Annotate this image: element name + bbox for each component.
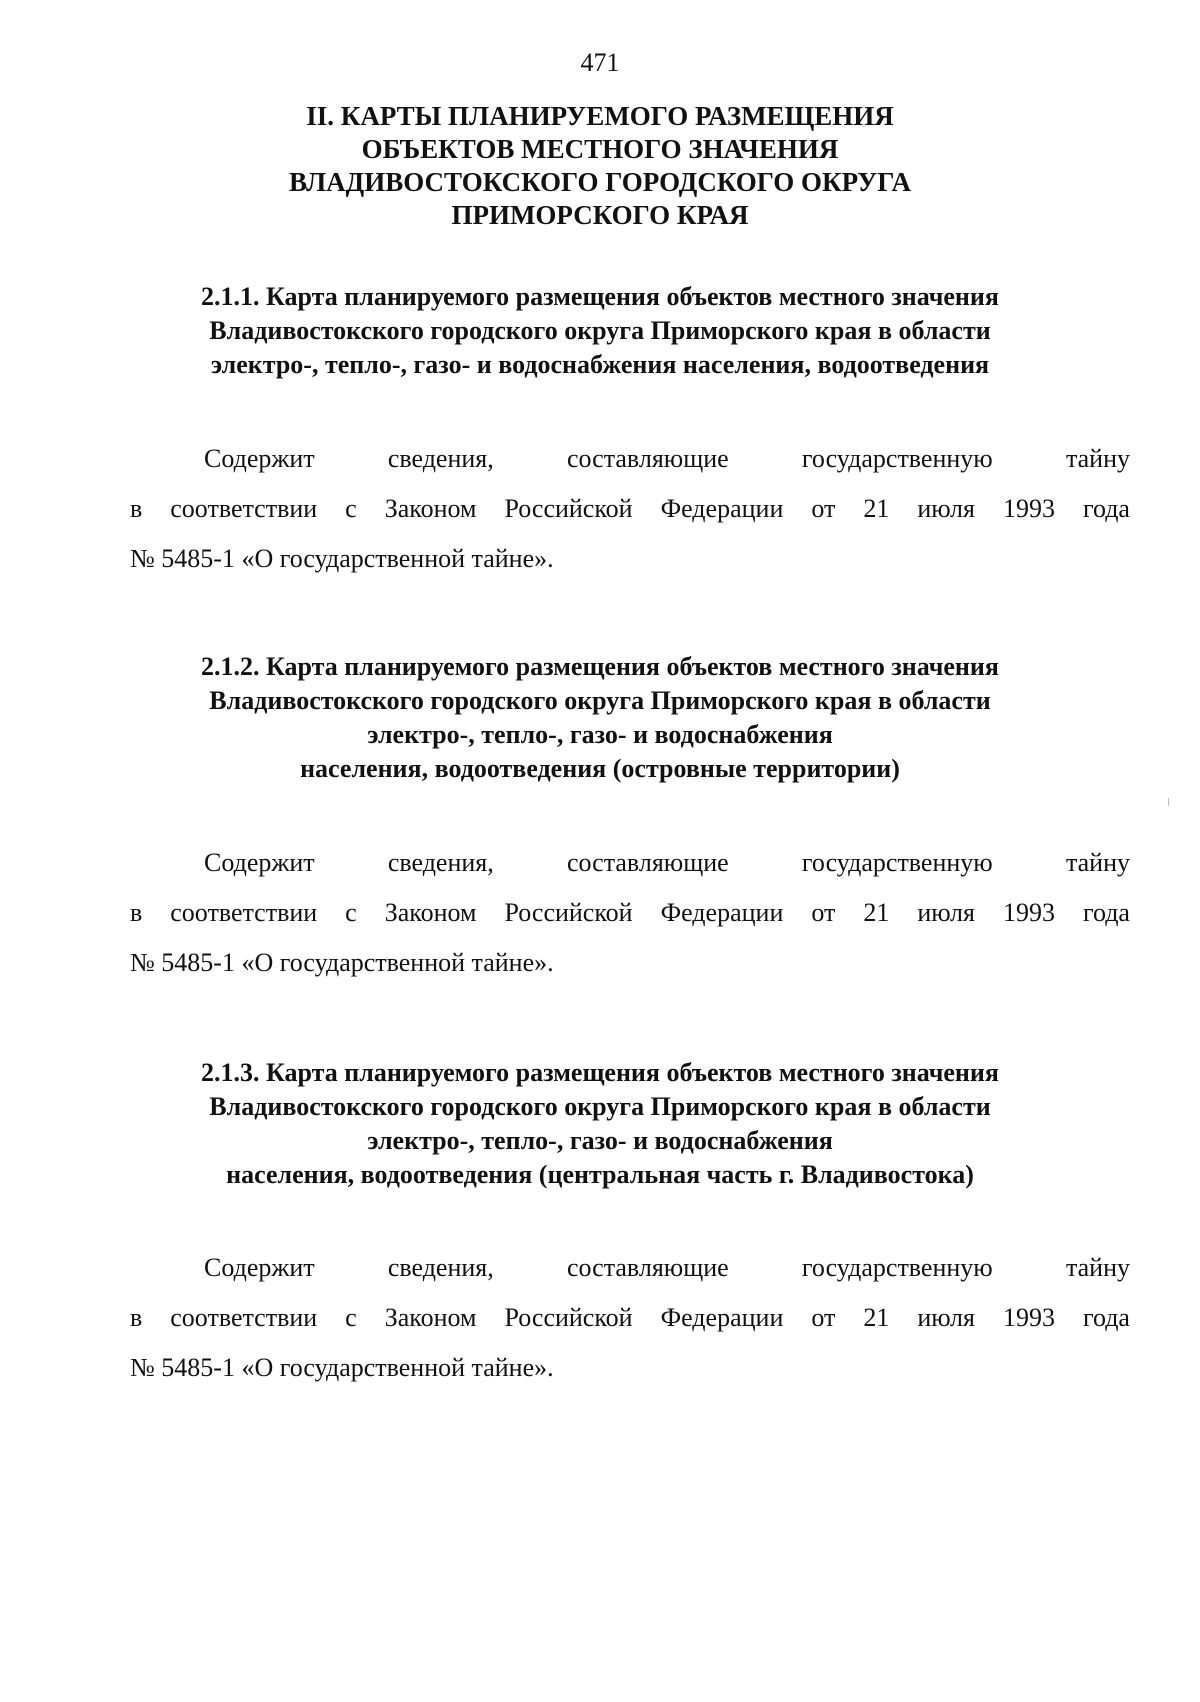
section-heading-line: Владивостокского городского округа Приморского края в области bbox=[209, 686, 991, 715]
body-line-1 bbox=[130, 838, 1130, 888]
scan-margin-mark bbox=[1168, 798, 1169, 806]
body-word: Содержит bbox=[204, 444, 315, 473]
body-line-2 bbox=[130, 888, 1130, 938]
body-word: в bbox=[130, 494, 143, 523]
section-heading-line: электро-, тепло-, газо- и водоснабжения bbox=[367, 1126, 833, 1155]
body-word: в bbox=[130, 898, 143, 927]
body-word: с bbox=[345, 898, 357, 927]
body-word: июля bbox=[917, 898, 975, 927]
section-heading-line: 2.1.1. Карта планируемого размещения объектов местного значения bbox=[201, 282, 999, 311]
body-word: Законом bbox=[384, 494, 477, 523]
body-word: июля bbox=[917, 1303, 975, 1332]
body-word: сведения, bbox=[387, 1253, 494, 1282]
body-word: от bbox=[811, 494, 836, 523]
body-word: составляющие bbox=[566, 848, 729, 877]
body-word: составляющие bbox=[566, 444, 729, 473]
page-number: 471 bbox=[580, 48, 620, 77]
main-title-line: ОБЪЕКТОВ МЕСТНОГО ЗНАЧЕНИЯ bbox=[361, 134, 839, 164]
body-word: государственную bbox=[801, 848, 993, 877]
body-word: сведения, bbox=[387, 444, 494, 473]
section-body-2-1-3 bbox=[130, 1243, 1130, 1393]
body-line-3: № 5485-1 «О государственной тайне». bbox=[130, 948, 554, 977]
body-word: в bbox=[130, 1303, 143, 1332]
body-word: 21 bbox=[863, 1303, 890, 1332]
body-word: Российской bbox=[504, 494, 633, 523]
body-word: июля bbox=[917, 494, 975, 523]
main-title-line: II. КАРТЫ ПЛАНИРУЕМОГО РАЗМЕЩЕНИЯ bbox=[306, 101, 894, 131]
body-word: с bbox=[345, 1303, 357, 1332]
section-heading-line: электро-, тепло-, газо- и водоснабжения населения, водоотведения bbox=[210, 350, 990, 379]
section-heading-line: населения, водоотведения (центральная часть г. Владивостока) bbox=[226, 1160, 974, 1189]
body-line-2 bbox=[130, 1293, 1130, 1343]
section-heading-line: Владивостокского городского округа Приморского края в области bbox=[209, 316, 991, 345]
main-title-line: ВЛАДИВОСТОКСКОГО ГОРОДСКОГО ОКРУГА bbox=[289, 167, 911, 197]
main-title-line: ПРИМОРСКОГО КРАЯ bbox=[451, 200, 749, 230]
body-word: государственную bbox=[801, 1253, 993, 1282]
body-word: тайну bbox=[1065, 1253, 1130, 1282]
section-heading-line: населения, водоотведения (островные территории) bbox=[300, 754, 900, 783]
body-word: от bbox=[811, 1303, 836, 1332]
body-line-3: № 5485-1 «О государственной тайне». bbox=[130, 544, 554, 573]
body-word: составляющие bbox=[566, 1253, 729, 1282]
body-word: тайну bbox=[1065, 444, 1130, 473]
body-word: тайну bbox=[1065, 848, 1130, 877]
body-line-1 bbox=[130, 434, 1130, 484]
section-heading-2-1-2 bbox=[0, 650, 1200, 786]
body-word: 1993 bbox=[1002, 1303, 1055, 1332]
body-word: года bbox=[1082, 494, 1130, 523]
body-word: года bbox=[1082, 1303, 1130, 1332]
section-heading-line: электро-, тепло-, газо- и водоснабжения bbox=[367, 720, 833, 749]
body-word: Законом bbox=[384, 1303, 477, 1332]
section-heading-2-1-3 bbox=[0, 1056, 1200, 1192]
body-word: соответствии bbox=[170, 494, 318, 523]
body-word: соответствии bbox=[170, 898, 318, 927]
body-word: Законом bbox=[384, 898, 477, 927]
body-word: Содержит bbox=[204, 1253, 315, 1282]
body-word: государственную bbox=[801, 444, 993, 473]
body-word: 21 bbox=[863, 898, 890, 927]
section-heading-line: 2.1.2. Карта планируемого размещения объектов местного значения bbox=[201, 652, 999, 681]
section-heading-2-1-1 bbox=[0, 280, 1200, 382]
main-title bbox=[0, 100, 1200, 232]
body-word: сведения, bbox=[387, 848, 494, 877]
body-word: Федерации bbox=[660, 494, 784, 523]
section-heading-line: 2.1.3. Карта планируемого размещения объектов местного значения bbox=[201, 1058, 999, 1087]
body-word: Федерации bbox=[660, 1303, 784, 1332]
body-word: Российской bbox=[504, 1303, 633, 1332]
body-word: Федерации bbox=[660, 898, 784, 927]
body-word: Содержит bbox=[204, 848, 315, 877]
body-word: 21 bbox=[863, 494, 890, 523]
body-line-3: № 5485-1 «О государственной тайне». bbox=[130, 1353, 554, 1382]
body-word: соответствии bbox=[170, 1303, 318, 1332]
section-heading-line: Владивостокского городского округа Приморского края в области bbox=[209, 1092, 991, 1121]
body-word: 1993 bbox=[1002, 898, 1055, 927]
body-word: 1993 bbox=[1002, 494, 1055, 523]
section-body-2-1-2 bbox=[130, 838, 1130, 988]
body-word: года bbox=[1082, 898, 1130, 927]
section-body-2-1-1 bbox=[130, 434, 1130, 584]
body-word: с bbox=[345, 494, 357, 523]
body-word: Российской bbox=[504, 898, 633, 927]
body-word: от bbox=[811, 898, 836, 927]
body-line-2 bbox=[130, 484, 1130, 534]
body-line-1 bbox=[130, 1243, 1130, 1293]
